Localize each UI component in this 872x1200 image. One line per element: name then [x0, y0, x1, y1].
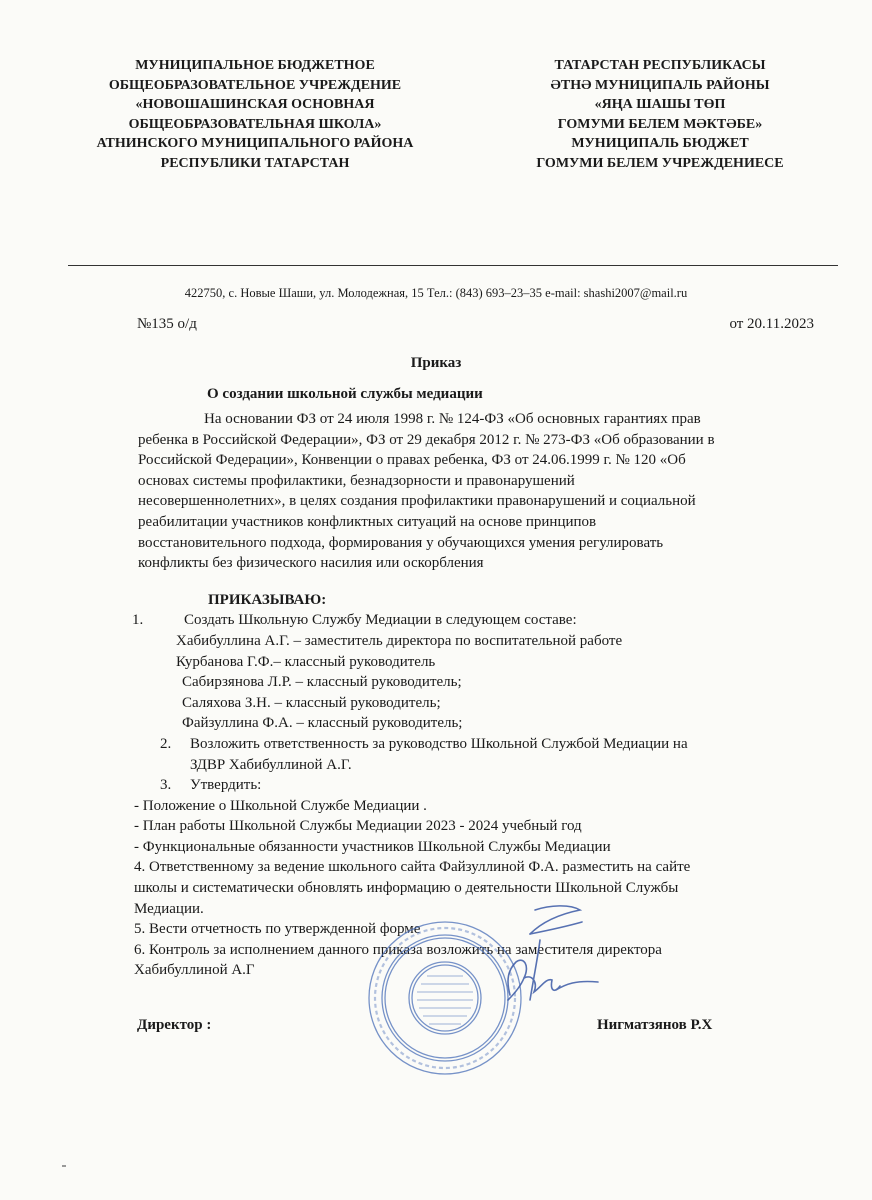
- header-right-line: ГОМУМИ БЕЛЕМ МӘКТӘБЕ»: [557, 116, 763, 132]
- item-3: [138, 775, 838, 796]
- paper-speck: [62, 1165, 66, 1167]
- header-right-line: ТАТАРСТАН РЕСПУБЛИКАСЫ: [554, 58, 766, 73]
- header-right-line: «ЯҢА ШАШЫ ТӨП: [594, 97, 726, 112]
- header-right-block: [470, 56, 850, 173]
- item-6-line: 6. Контроль за исполнением данного приказа возложить на заместителя директора: [134, 941, 662, 958]
- header-left-line: ОБЩЕОБРАЗОВАТЕЛЬНОЕ УЧРЕЖДЕНИЕ: [108, 77, 402, 93]
- member-line: Файзуллина Ф.А. – классный руководитель;: [182, 715, 463, 732]
- header-left-line: МУНИЦИПАЛЬНОЕ БЮДЖЕТНОЕ: [135, 58, 375, 73]
- item-2-line: ЗДВР Хабибуллиной А.Г.: [190, 756, 352, 773]
- item-5-line: 5. Вести отчетность по утвержденной форме: [134, 921, 421, 938]
- document-subject: О создании школьной службы медиации: [207, 386, 483, 402]
- preamble-line: конфликты без физического насилия или оскорбления: [138, 555, 484, 572]
- item-1-number: 1.: [132, 612, 144, 629]
- item-2: [138, 734, 838, 775]
- member-line: Сабирзянова Л.Р. – классный руководитель;: [182, 674, 462, 691]
- header-left-line: РЕСПУБЛИКИ ТАТАРСТАН: [160, 155, 350, 171]
- member-line: Хабибуллина А.Г. – заместитель директора по воспитательной работе: [176, 632, 623, 649]
- item-3-doc: - Функциональные обязанности участников Школьной Службы Медиации: [134, 838, 611, 855]
- item-3-doc: - Положение о Школьной Службе Медиации .: [134, 797, 427, 814]
- preamble-line: Российской Федерации», Конвенции о правах ребенка, ФЗ от 24.06.1999 г. № 120 «Об: [138, 452, 686, 469]
- item-3-number: 3.: [160, 777, 172, 794]
- address-line: 422750, с. Новые Шаши, ул. Молодежная, 15 Тел.: (843) 693–23–35 e-mail: shashi2007@mail.ru: [184, 286, 688, 300]
- header-left-line: «НОВОШАШИНСКАЯ ОСНОВНАЯ: [135, 97, 375, 112]
- header-left-block: [55, 56, 455, 173]
- preamble-line: несовершеннолетних», в целях создания профилактики правонарушений и социальной: [138, 493, 696, 510]
- document-title: Приказ: [410, 355, 462, 371]
- item-1-text: Создать Школьную Службу Медиации в следующем составе:: [184, 612, 577, 629]
- header-left-line: ОБЩЕОБРАЗОВАТЕЛЬНАЯ ШКОЛА»: [128, 116, 382, 132]
- item-3-text: Утвердить:: [190, 777, 262, 794]
- preamble-line: ребенка в Российской Федерации», ФЗ от 29 декабря 2012 г. № 273-ФЗ «Об образовании в: [138, 431, 715, 448]
- preamble-line: восстановительного подхода, формирования у обучающихся умения регулировать: [138, 534, 664, 551]
- header-right-line: ӘТНӘ МУНИЦИПАЛЬ РАЙОНЫ: [550, 77, 770, 93]
- preamble-line: На основании ФЗ от 24 июля 1998 г. № 124-ФЗ «Об основных гарантиях прав: [204, 411, 701, 427]
- header-right-line: МУНИЦИПАЛЬ БЮДЖЕТ: [571, 136, 749, 151]
- director-signature: [480, 900, 620, 1020]
- order-date: от 20.11.2023: [729, 316, 814, 332]
- header-divider: [68, 265, 838, 266]
- order-number: №135 о/д: [137, 316, 197, 332]
- member-line: Саляхова З.Н. – классный руководитель;: [182, 694, 441, 711]
- item-4-line: Медиации.: [134, 900, 204, 917]
- item-4-line: 4. Ответственному за ведение школьного сайта Файзуллиной Ф.А. разместить на сайте: [134, 859, 691, 876]
- item-1: [132, 610, 838, 734]
- item-6-line: Хабибуллиной А.Г: [134, 962, 255, 979]
- item-2-line: Возложить ответственность за руководство Школьной Службой Медиации на: [190, 735, 688, 752]
- header-right-line: ГОМУМИ БЕЛЕМ УЧРЕЖДЕНИЕСЕ: [536, 155, 784, 171]
- item-4-line: школы и систематически обновлять информацию о деятельности Школьной Службы: [134, 880, 679, 897]
- header-left-line: АТНИНСКОГО МУНИЦИПАЛЬНОГО РАЙОНА: [96, 136, 414, 151]
- document-body: [132, 409, 838, 981]
- item-2-number: 2.: [160, 735, 172, 752]
- signature-name: Нигматзянов Р.Х: [597, 1017, 713, 1033]
- item-3-doc: - План работы Школьной Службы Медиации 2023 - 2024 учебный год: [134, 818, 582, 835]
- member-line: Курбанова Г.Ф.– классный руководитель: [176, 653, 436, 670]
- signature-role: Директор :: [137, 1017, 212, 1033]
- preamble-line: реабилитации участников конфликтных ситуаций на основе принципов: [138, 513, 597, 530]
- order-word: ПРИКАЗЫВАЮ:: [208, 591, 327, 608]
- preamble-line: основах системы профилактики, безнадзорности и правонарушений: [138, 472, 575, 489]
